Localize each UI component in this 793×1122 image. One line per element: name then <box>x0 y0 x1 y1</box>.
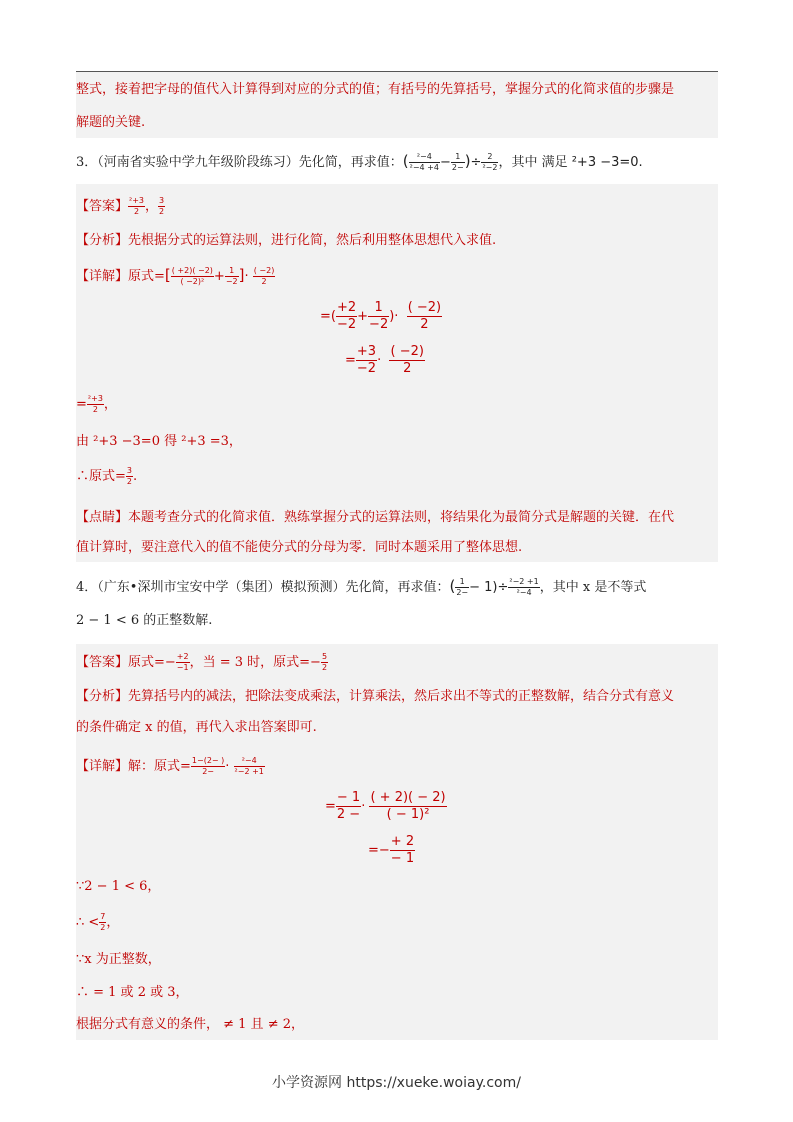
q3-detail-step5: 由 ²+3 −3=0 得 ²+3 =3， <box>76 434 242 449</box>
q3-detail-step3: = $\frac{+3}{-2}$ · $\frac{( -2)}{2}$ <box>345 344 424 376</box>
q3-point-2: 值计算时，要注意代入的值不能使分式的分母为零．同时本题采用了整体思想. <box>76 540 523 555</box>
q4-line-1: ∵2 − 1 < 6， <box>76 879 161 894</box>
q4-analysis-2: 的条件确定 x 的值，再代入求出答案即可. <box>76 720 317 735</box>
q4-line-4: ∴ = 1 或 2 或 3， <box>76 985 189 1000</box>
q4-line-2: ∴ < $\frac{7}{2}$ ， <box>76 912 120 932</box>
q4-stem: 4．（广东•深圳市宝安中学（集团）模拟预测）先化简，再求值：( $\frac{1}{2-}$ − 1)÷ $\frac{\text{²−2 +1}}{\text{²−4}}$ ，其中 x 是不等式 <box>76 577 647 597</box>
q4-line-3: ∵x 为正整数， <box>76 952 161 967</box>
prev-line-2: 解题的关键. <box>76 115 146 130</box>
q3-detail-step1: 【详解】原式=[ $\frac{( +2)( -2)}{\text{( −2)²}}$ + $\frac{1}{-2}$ ]· $\frac{( -2)}{2}$ <box>76 266 275 286</box>
q3-point-1: 【点睛】本题考查分式的化简求值．熟练掌握分式的运算法则，将结果化为最简分式是解题的关键．在代 <box>76 510 675 525</box>
q3-analysis: 【分析】先根据分式的运算法则，进行化简，然后利用整体思想代入求值. <box>76 233 497 248</box>
q3-detail-step2: =( $\frac{+2}{-2}$ + $\frac{1}{-2}$ )· $\frac{( -2)}{2}$ <box>320 300 442 332</box>
prev-line-1: 整式，接着把字母的值代入计算得到对应的分式的值；有括号的先算括号，掌握分式的化简求值的步骤是 <box>76 82 675 97</box>
q3-detail-step4: = $\frac{\text{²+3}}{2}$ ， <box>76 394 117 414</box>
q4-analysis-1: 【分析】先算括号内的减法，把除法变成乘法，计算乘法，然后求出不等式的正整数解，结合分式有意义 <box>76 689 675 704</box>
q4-line-5: 根据分式有意义的条件， ≠ 1 且 ≠ 2， <box>76 1017 304 1032</box>
q3-stem: 3．（河南省实验中学九年级阶段练习）先化简，再求值：( $\frac{\text{²−4}}{\text{²−4 +4}}$ − $\frac{1}{2-}$ )÷ $\frac{2}{\text{²−2}}$ ，其中 满足 ²+3 −3=0. <box>76 152 643 172</box>
q3-frac-1: $\frac{\text{²−4}}{\text{²−4 +4}}$ <box>409 152 439 172</box>
q4-detail-step3: =− $\frac{+ 2}{- 1}$ <box>368 834 415 866</box>
q3-answer: 【答案】 $\frac{\text{²+3}}{2}$ ， $\frac{3}{2}$ <box>76 196 165 216</box>
q4-stem-2: 2 − 1 < 6 的正整数解. <box>76 613 213 628</box>
q3-detail-step6: ∴原式= $\frac{3}{2}$ . <box>76 466 138 486</box>
q3-frac-3: $\frac{2}{\text{²−2}}$ <box>482 152 498 172</box>
q4-detail-step1: 【详解】解：原式= $\frac{1-(2- )}{2-}$ · $\frac{\text{²−4}}{\text{²−2 +1}}$ <box>76 756 264 776</box>
q3-frac-2: $\frac{1}{2-}$ <box>451 152 464 172</box>
footer-site-link[interactable]: 小学资源网 https://xueke.woiay.com/ <box>272 1075 521 1091</box>
q4-detail-step2: = $\frac{- 1}{2 -}$ · $\frac{( + 2)( - 2)}{\text{( − 1)²}}$ <box>325 790 446 822</box>
q4-answer: 【答案】原式=− $\frac{+2}{-1}$ ，当 = 3 时，原式=− $\frac{5}{2}$ <box>76 652 328 672</box>
